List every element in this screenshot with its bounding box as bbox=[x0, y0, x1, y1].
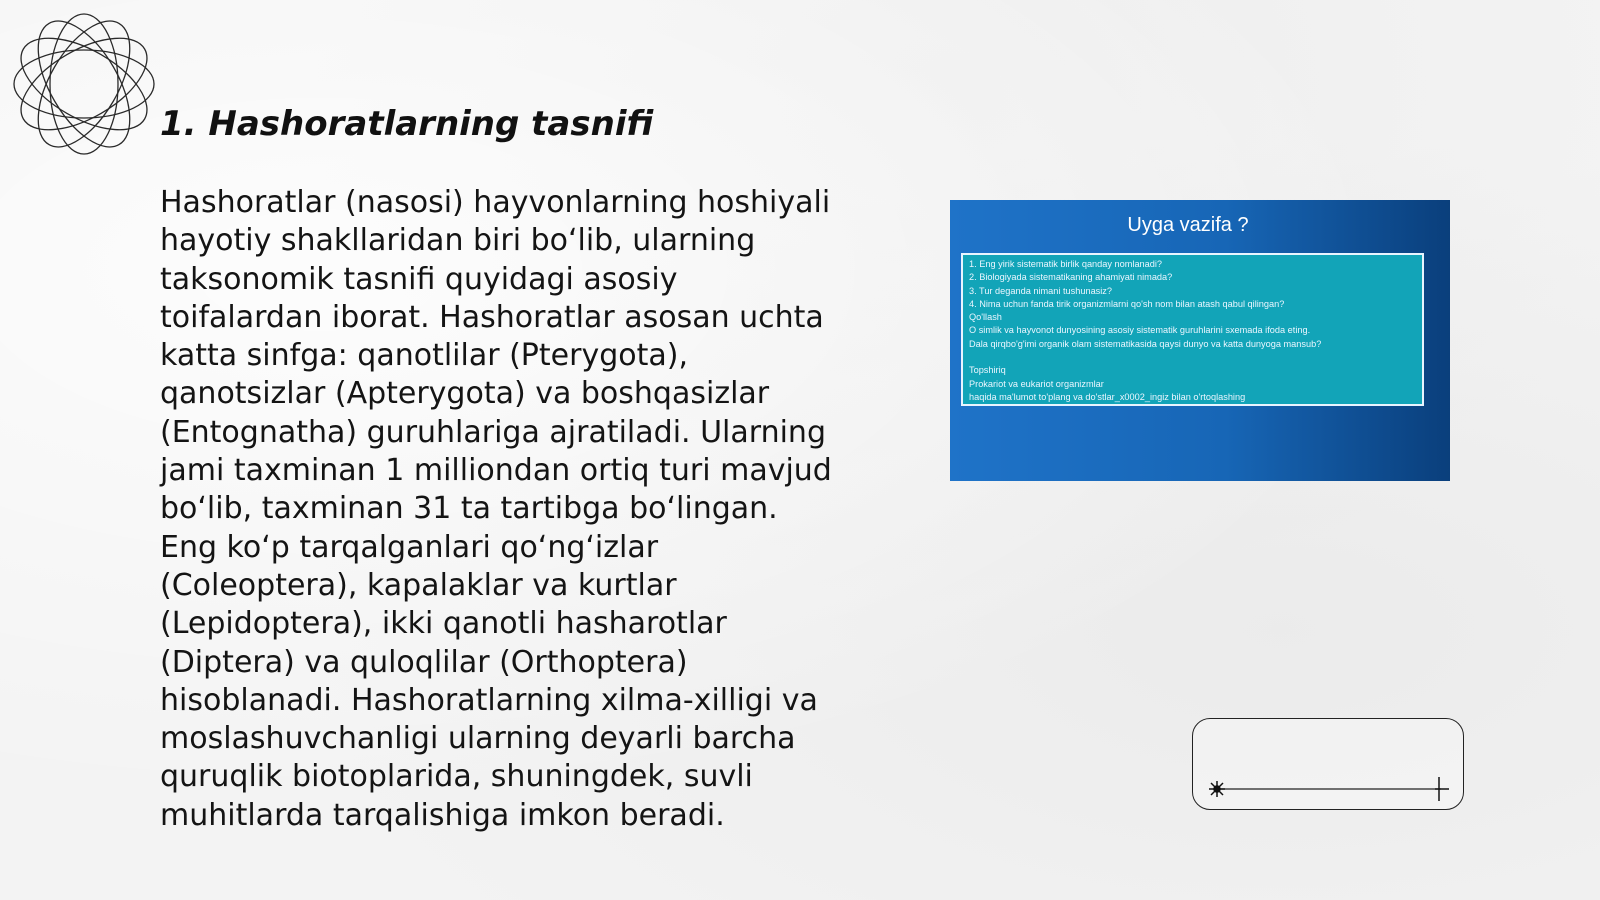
embedded-slide-textbox bbox=[961, 253, 1424, 406]
embedded-slide-line: Topshiriq bbox=[969, 365, 1006, 376]
embedded-slide-image bbox=[950, 200, 1450, 481]
embedded-slide-line: Qo'llash bbox=[969, 312, 1002, 323]
embedded-slide-line: 4. Nima uchun fanda tirik organizmlarni qo'sh nom bilan atash qabul qilingan? bbox=[969, 298, 1285, 309]
embedded-slide-line: haqida ma'lumot to'plang va do'stlar_x0002_ingiz bilan o'rtoqlashing bbox=[969, 391, 1246, 402]
slide-title: 1. Hashoratlarning tasnifi bbox=[160, 104, 654, 144]
embedded-slide-line: 3. Tur deganda nimani tushunasiz? bbox=[969, 285, 1113, 296]
embedded-slide-line: 2. Biologiyada sistematikaning ahamiyati nimada? bbox=[969, 272, 1173, 283]
spirograph-rings-icon bbox=[10, 10, 158, 158]
decorative-line-widget bbox=[1192, 718, 1464, 810]
embedded-slide-line: 1. Eng yirik sistematik birlik qanday nomlanadi? bbox=[969, 259, 1163, 269]
sun-marker-icon bbox=[1209, 781, 1225, 797]
embedded-slide-title: Uyga vazifa ? bbox=[1127, 214, 1249, 236]
embedded-slide-line bbox=[969, 351, 1416, 364]
slide-paragraph: Hashoratlar (nasosi) hayvonlarning hoshiyali hayotiy shakllaridan biri bo‘lib, ularning taksonomik tasnifi quyidagi asosiy toifalardan iborat. Hashoratlar asosan uchta katta sinfga: qanotlilar (Pterygota), qanotsizlar (Apterygota) va boshqasizlar (Entognatha) guruhlariga ajratiladi. Ularning jami taxminan 1 milliondan ortiq turi mavjud bo‘lib, taxminan 31 ta tartibga bo‘lingan. Eng ko‘p tarqalganlari qo‘ng‘izlar (Coleoptera), kapalaklar va kurtlar (Lepidoptera), ikki qanotli hasharotlar (Diptera) va quloqlilar (Orthoptera) hisoblanadi. Hashoratlarning xilma-xilligi va moslashuvchanligi ularning deyarli barcha quruqlik biotoplarida, shuningdek, suvli muhitlarda tarqalishiga imkon beradi. bbox=[160, 185, 832, 833]
crosshair-marker-icon bbox=[1435, 777, 1449, 801]
embedded-slide-line: Dala qirqbo'g'imi organik olam sistematikasida qaysi dunyo va katta dunyoga mansub? bbox=[969, 338, 1322, 349]
embedded-slide-line: O simlik va hayvonot dunyosining asosiy sistematik guruhlarini sxemada ifoda eting. bbox=[969, 325, 1311, 336]
embedded-slide-line: Prokariot va eukariot organizmlar bbox=[969, 378, 1104, 389]
